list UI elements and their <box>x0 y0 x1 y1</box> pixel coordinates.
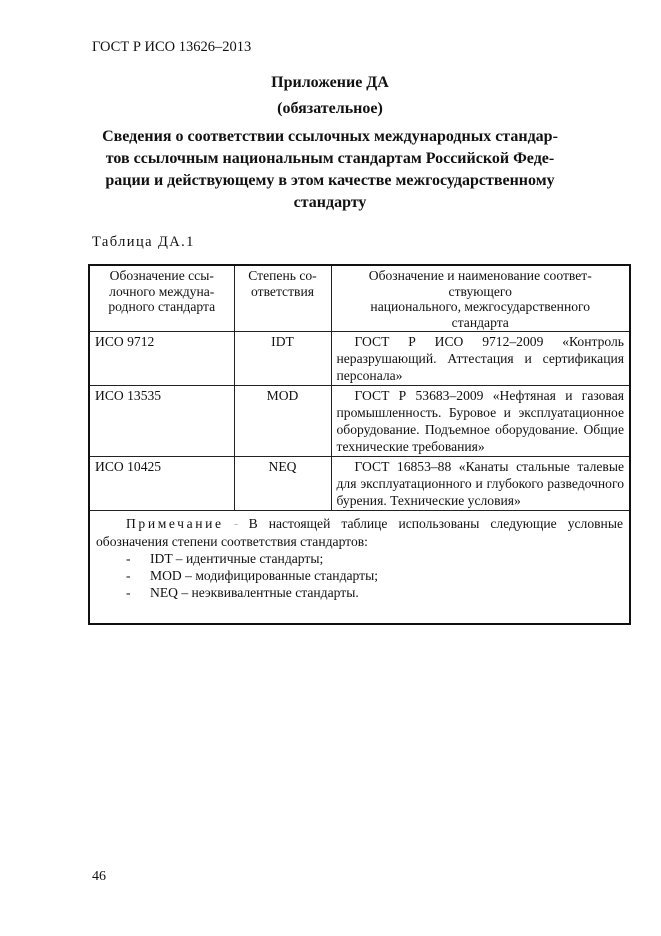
appendix-heading <box>88 126 572 214</box>
list-bullet: - <box>126 568 131 584</box>
appendix-status: (обязательное) <box>277 100 383 117</box>
table-row <box>89 457 630 511</box>
header-intl-standard-text: Обозначение ссы- лочного междуна- родного стандарта <box>108 268 216 314</box>
table-header-row <box>89 265 630 332</box>
list-item-text: MOD – модифицированные стандарты; <box>150 568 378 584</box>
header-national-standard-text: Обозначение и наименование соответ- ствующего национального, межгосударственного стандарта <box>368 268 592 330</box>
cell-national-standard: ГОСТ Р ИСО 9712–2009 «Контроль неразрушающий. Аттестация и сертификация персонала» <box>331 332 630 386</box>
table-note <box>89 511 630 625</box>
table-row <box>89 386 630 457</box>
appendix-heading-line: Сведения о соответствии ссылочных международных стандар- <box>102 128 558 145</box>
cell-national-standard: ГОСТ Р 53683–2009 «Нефтяная и газовая промышленность. Буровое и эксплуатационное оборудование. Подъемное оборудование. Общие технические требования» <box>331 386 630 457</box>
page-number: 46 <box>92 869 106 884</box>
cell-intl-standard: ИСО 9712 <box>89 332 234 386</box>
list-item-text: NEQ – неэквивалентные стандарты. <box>150 585 359 601</box>
table-note-row <box>89 511 630 625</box>
note-text: В настоящей таблице использованы следующие условные обозначения степени соответствия стандартов: <box>96 516 623 550</box>
cell-degree: NEQ <box>234 457 331 511</box>
page-header-doc-id: ГОСТ Р ИСО 13626–2013 <box>92 39 252 55</box>
note-label: Примечание <box>126 516 224 531</box>
list-item <box>126 550 623 567</box>
note-dash: – <box>234 521 238 528</box>
cell-degree: MOD <box>234 386 331 457</box>
cell-intl-standard: ИСО 13535 <box>89 386 234 457</box>
list-bullet: - <box>126 585 131 601</box>
header-intl-standard <box>89 265 234 332</box>
appendix-heading-line: тов ссылочным национальным стандартам Российской Феде- <box>105 150 555 167</box>
appendix-title: Приложение ДА <box>271 74 389 91</box>
list-item <box>126 567 623 584</box>
table-caption: Таблица ДА.1 <box>92 234 195 250</box>
list-bullet: - <box>126 551 131 567</box>
cell-degree: IDT <box>234 332 331 386</box>
table-row <box>89 332 630 386</box>
note-list <box>96 550 623 601</box>
list-item <box>126 584 623 601</box>
note-paragraph <box>96 515 623 550</box>
list-item-text: IDT – идентичные стандарты; <box>150 551 324 567</box>
header-national-standard <box>331 265 630 332</box>
correspondence-table <box>88 264 631 625</box>
header-degree <box>234 265 331 332</box>
appendix-heading-line: стандарту <box>293 194 367 211</box>
cell-intl-standard: ИСО 10425 <box>89 457 234 511</box>
cell-national-standard: ГОСТ 16853–88 «Канаты стальные талевые для эксплуатационного и глубокого разведочного бурения. Технические условия» <box>331 457 630 511</box>
appendix-heading-line: рации и действующему в этом качестве межгосударственному <box>105 172 555 189</box>
header-degree-text: Степень со- ответствия <box>248 268 317 299</box>
